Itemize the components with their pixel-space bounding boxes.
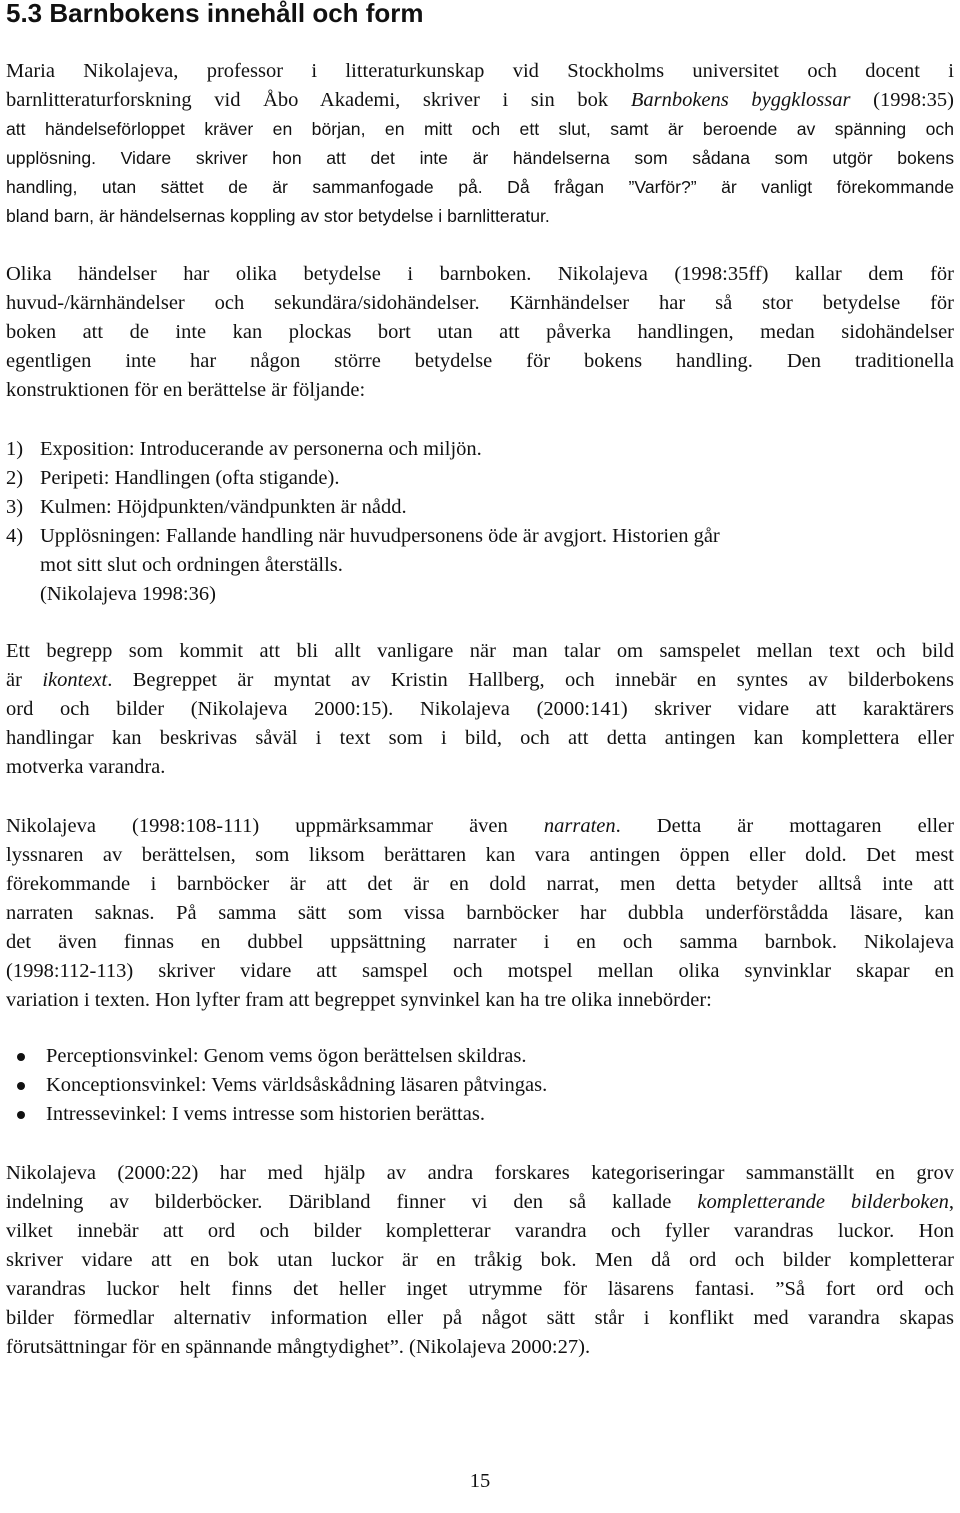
text-line: boken att de inte kan plockas bort utan att påverka handlingen, medan sidohändelser <box>6 321 954 343</box>
bullet-item: Perceptionsvinkel: Genom vems ögon berättelsen skildras. <box>6 1042 954 1071</box>
bullet-list <box>6 1042 954 1129</box>
paragraph-2 <box>6 260 954 405</box>
text-line: förekommande i barnböcker är att det är en dold narrat, men detta betyder alltså inte att <box>6 873 954 895</box>
text-line: (1998:112-113) skriver vidare att samspel och motspel mellan olika synvinklar skapar en <box>6 960 954 982</box>
text-line: att händelseförloppet kräver en början, en mitt och ett slut, samt är beroende av spänning och <box>6 119 954 139</box>
bullet-icon <box>6 1071 46 1100</box>
paragraph-5 <box>6 1159 954 1362</box>
text-line: handlingar kan beskrivas såväl i text som i bild, och att detta antingen kan komplettera eller <box>6 727 954 749</box>
text-line: det även finnas en dubbel uppsättning narrater i en och samma barnbok. Nikolajeva <box>6 931 954 953</box>
text-line: ord och bilder (Nikolajeva 2000:15). Nikolajeva (2000:141) skriver vidare att karaktärers <box>6 698 954 720</box>
text-line: handling, utan sättet de är sammanfogade på. Då frågan ”Varför?” är vanligt förekommande <box>6 177 954 197</box>
paragraph-1 <box>6 57 954 115</box>
text-line: egentligen inte har någon större betydelse för bokens handling. Den traditionella <box>6 350 954 372</box>
list-item: 3) Kulmen: Höjdpunkten/vändpunkten är nådd. <box>6 496 407 518</box>
text-line: upplösning. Vidare skriver hon att det inte är händelserna som sådana som utgör bokens <box>6 148 954 168</box>
paragraph-3 <box>6 637 954 782</box>
paragraph-4 <box>6 812 954 1015</box>
text-line: är ikontext. Begreppet är myntat av Kristin Hallberg, och innebär en syntes av bilderbokens <box>6 669 954 691</box>
text-line: förutsättningar för en spännande mångtydighet”. (Nikolajeva 2000:27). <box>6 1336 591 1358</box>
section-heading: 5.3 Barnbokens innehåll och form <box>6 0 424 28</box>
list-item: 2) Peripeti: Handlingen (ofta stigande). <box>6 467 340 489</box>
text-line: motverka varandra. <box>6 756 166 778</box>
list-item: 1) Exposition: Introducerande av personerna och miljön. <box>6 438 482 460</box>
text-line: indelning av bilderböcker. Däribland finner vi den så kallade kompletterande bilderboken, <box>6 1191 954 1213</box>
bullet-icon <box>6 1100 46 1129</box>
term-kompletterande-bilderboken: kompletterande bilderboken <box>697 1191 949 1213</box>
bullet-item: Konceptionsvinkel: Vems världsåskådning läsaren påtvingas. <box>6 1071 954 1100</box>
bullet-item: Intressevinkel: I vems intresse som historien berättas. <box>6 1100 954 1129</box>
citation: (Nikolajeva 1998:36) <box>40 583 216 605</box>
term-ikontext: ikontext <box>42 669 108 691</box>
text-line: varandras luckor helt finns det heller inget utrymme för läsarens fantasi. ”Så fort ord och <box>6 1278 954 1300</box>
text-line: Maria Nikolajeva, professor i litteraturkunskap vid Stockholms universitet och docent i <box>6 60 954 82</box>
text-line: vilket innebär att ord och bilder kompletterar varandra och fyller varandras luckor. Hon <box>6 1220 954 1242</box>
text-line: narraten saknas. På samma sätt som vissa barnböcker har dubbla underförstådda läsare, kan <box>6 902 954 924</box>
text-line: Ett begrepp som kommit att bli allt vanligare när man talar om samspelet mellan text och bild <box>6 640 954 662</box>
numbered-list <box>6 435 954 609</box>
page-number: 15 <box>469 1470 491 1492</box>
text-line: variation i texten. Hon lyfter fram att begreppet synvinkel kan ha tre olika innebörder: <box>6 989 712 1011</box>
text-line: Nikolajeva (2000:22) har med hjälp av andra forskares kategoriseringar sammanställt en grov <box>6 1162 954 1184</box>
text-line: lyssnaren av berättelsen, som liksom berättaren kan vara antingen öppen eller dold. Det mest <box>6 844 954 866</box>
term-narraten: narraten <box>543 815 616 837</box>
bullet-icon <box>6 1042 46 1071</box>
text-line: Nikolajeva (1998:108-111) uppmärksammar även narraten. Detta är mottagaren eller <box>6 815 954 837</box>
text-line: bilder förmedlar alternativ information eller på något sätt står i konflikt med varandra skapas <box>6 1307 954 1329</box>
text-line: skriver vidare att en bok utan luckor är en tråkig bok. Men då ord och bilder kompletterar <box>6 1249 954 1271</box>
text-line: konstruktionen för en berättelse är följande: <box>6 379 366 401</box>
list-item-continuation: mot sitt slut och ordningen återställs. <box>40 554 343 576</box>
text-line: Olika händelser har olika betydelse i barnboken. Nikolajeva (1998:35ff) kallar dem för <box>6 263 954 285</box>
text-line: huvud-/kärnhändelser och sekundära/sidohändelser. Kärnhändelser har så stor betydelse för <box>6 292 954 314</box>
paragraph-1-sans <box>6 115 954 231</box>
text-line: barnlitteraturforskning vid Åbo Akademi, skriver i sin bok Barnbokens byggklossar (1998:35) <box>6 89 954 111</box>
list-item: 4) Upplösningen: Fallande handling när huvudpersonens öde är avgjort. Historien går <box>6 525 720 547</box>
text-line: bland barn, är händelsernas koppling av stor betydelse i barnlitteratur. <box>6 206 550 226</box>
book-title: Barnbokens byggklossar <box>630 89 851 111</box>
